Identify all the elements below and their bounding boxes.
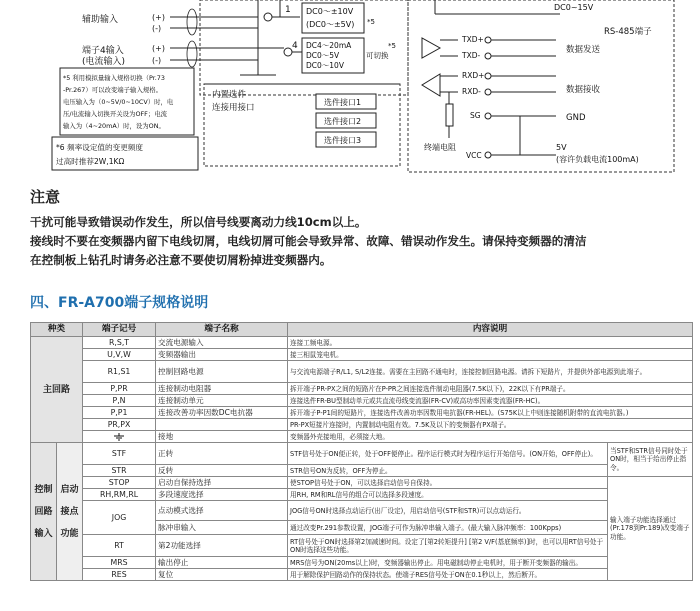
row-symbol: RH,RM,RL xyxy=(83,489,156,501)
option-port-2-label: 选件接口2 xyxy=(324,117,362,126)
terminator-resistor-icon xyxy=(446,104,453,126)
section-title: 四、FR-A700端子规格说明 xyxy=(30,295,209,311)
gnd-label: GND xyxy=(566,113,586,123)
row-name: 多段速度选择 xyxy=(156,489,288,501)
row-symbol: STOP xyxy=(83,477,156,489)
recv-buffer-icon xyxy=(422,74,440,96)
ground-icon xyxy=(113,433,125,441)
row-desc: 拆开端子PR-PX之间的短路片在P-PR之间连接选件制动电阻器(7.5K以下)，22K以下有PR端子。 xyxy=(288,383,693,395)
row-symbol: P,PR xyxy=(83,383,156,395)
rxd-plus: RXD+ xyxy=(462,71,485,80)
send-label: 数据发送 xyxy=(566,45,601,55)
table-header-row xyxy=(31,323,693,337)
row-name: 启动自保持选择 xyxy=(156,477,288,489)
table-row xyxy=(31,569,693,581)
side-note-stf-str: 当STF和STR信号同时处于ON时，相当于给出停止指令。 xyxy=(608,443,693,477)
table-row xyxy=(31,465,693,477)
row-name: 输出停止 xyxy=(156,557,288,569)
row-symbol: P,P1 xyxy=(83,407,156,419)
notes-heading: 注意 xyxy=(30,188,61,206)
row-desc: PR-PX短接片连接时，内置制动电阻有效。7.5K及以下的变频器有PX端子。 xyxy=(288,419,693,431)
header-type: 种类 xyxy=(31,323,83,337)
side-note-function-select: 输入端子功能选择通过(Pr.178到Pr.189)改变端子功能。 xyxy=(608,477,693,581)
note6-line-2: 过高时推荐2W,1KΩ xyxy=(56,157,125,166)
row-symbol: U,V,W xyxy=(83,349,156,361)
switchable-label: 可切换 xyxy=(366,51,389,60)
send-buffer-icon xyxy=(422,38,440,58)
table-row xyxy=(31,407,693,419)
row-desc: STF信号处于ON便正转，处于OFF便停止。程序运行模式时为程序运行开始信号。(ON开始，OFF停止)。 xyxy=(288,443,608,465)
row-symbol: RT xyxy=(83,535,156,557)
row-symbol: R1,S1 xyxy=(83,361,156,383)
row-name: 连接制动单元 xyxy=(156,395,288,407)
table-row xyxy=(31,501,693,521)
row-name: 复位 xyxy=(156,569,288,581)
terminator-label: 终端电阻 xyxy=(424,143,456,152)
txd-minus: TXD- xyxy=(462,51,481,60)
row-symbol: MRS xyxy=(83,557,156,569)
row-desc: 用RH, RM和RL信号的组合可以选择多段速度。 xyxy=(288,489,608,501)
aux-minus: (-) xyxy=(152,24,162,33)
t4-range-5v: DC0～5V xyxy=(306,51,340,60)
table-row xyxy=(31,419,693,431)
row-name: 点动模式选择 xyxy=(156,501,288,521)
contact-function-group: 启动接点功能 xyxy=(57,443,83,581)
row-name: 变频器输出 xyxy=(156,349,288,361)
builtin-label-2: 连接用接口 xyxy=(212,103,255,113)
row-desc: STR信号ON为反转，OFF为停止。 xyxy=(288,465,608,477)
pin-4-label: 4 xyxy=(292,41,298,51)
header-desc: 内容说明 xyxy=(288,323,693,337)
table-row xyxy=(31,337,693,349)
row-desc: MRS信号为ON(20ms以上)时，变频器输出停止。用电磁制动停止电机时，用于断开变频器的输出。 xyxy=(288,557,608,569)
t4-range-10v: DC0～10V xyxy=(306,61,344,70)
row-symbol: JOG xyxy=(83,501,156,535)
row-symbol: RES xyxy=(83,569,156,581)
row-symbol: R,S,T xyxy=(83,337,156,349)
row-desc: 变频器外壳接地用，必须接大地。 xyxy=(288,431,693,443)
option-port-1-label: 选件接口1 xyxy=(324,98,362,107)
note5-line-4: 压/电流输入切换开关设为OFF；电流 xyxy=(63,110,168,118)
row-symbol-ground xyxy=(83,431,156,443)
row-name: 接地 xyxy=(156,431,288,443)
row-name: 正转 xyxy=(156,443,288,465)
note5-line-2: -Pr.267）可以改变端子输入规格。 xyxy=(63,86,163,94)
row-name: 连接改善功率因数DC电抗器 xyxy=(156,407,288,419)
note5-line-5: 输入为（4~20mA）时，设为ON。 xyxy=(63,122,165,130)
row-symbol: P,N xyxy=(83,395,156,407)
row-symbol: PR,PX xyxy=(83,419,156,431)
row-symbol: STR xyxy=(83,465,156,477)
table-row xyxy=(31,489,693,501)
note-line-2: 接线时不要在变频器内留下电线切屑，电线切屑可能会导致异常、故障、错误动作发生。请保持变频器的清洁 xyxy=(30,234,587,248)
row-name: 交流电源输入 xyxy=(156,337,288,349)
note6-line-1: *6 频率设定值的变更频度 xyxy=(56,143,143,152)
terminal-spec-table xyxy=(30,322,693,581)
recv-label: 数据接收 xyxy=(566,85,601,95)
wiring-diagram xyxy=(0,0,700,183)
row-desc: 连接选件FR-BU型制动单元或共直流母线变流器(FR-CV)或高功率因素变流器(FR-HC)。 xyxy=(288,395,693,407)
pin-1-label: 1 xyxy=(285,5,291,15)
row-desc: 用于解除保护回路动作的保持状态。使端子RES信号处于ON在0.1秒以上，然后断开。 xyxy=(288,569,608,581)
row-desc: 拆开端子P-P1间的短路片，连接选件改善功率因数用电抗器(FR-HEL)。(S75K以上中则连接随机附带的直流电抗器。) xyxy=(288,407,693,419)
vcc-label: VCC xyxy=(466,151,482,160)
vcc-value: 5V xyxy=(556,143,567,152)
builtin-label-1: 内置选件 xyxy=(212,90,247,100)
table-row xyxy=(31,431,693,443)
t4-range-ma: DC4～20mA xyxy=(306,41,352,50)
control-circuit-group: 控制回路输入 xyxy=(31,443,57,581)
note-mark-2: *5 xyxy=(388,42,396,50)
row-name: 第2功能选择 xyxy=(156,535,288,557)
terminal4-label: 端子4输入 xyxy=(82,46,124,56)
row-desc: RT信号处于ON时选择第2加减速时间。设定了[第2转矩提升] [第2 V/F(基底频率)]时，也可以用RT信号处于ON时选择这些功能。 xyxy=(288,535,608,557)
t4-plus: (+) xyxy=(152,44,165,53)
row-name xyxy=(156,419,288,431)
range-dc10: DC0～±10V xyxy=(306,7,354,16)
header-name: 端子名称 xyxy=(156,323,288,337)
main-circuit-group: 主回路 xyxy=(31,337,83,443)
table-row xyxy=(31,443,693,465)
table-row xyxy=(31,557,693,569)
table-row xyxy=(31,477,693,489)
rs485-label: RS-485端子 xyxy=(604,27,652,37)
header-symbol: 端子记号 xyxy=(83,323,156,337)
note5-line-1: *5 利用模拟量输入规格切换（Pr.73 xyxy=(63,74,165,82)
txd-plus: TXD+ xyxy=(462,35,484,44)
aux-input-label: 辅助输入 xyxy=(82,15,119,25)
t4-minus: (-) xyxy=(152,56,162,65)
top-right-value: DC0~15V xyxy=(554,3,594,12)
terminal4-sub: (电流输入) xyxy=(82,57,126,67)
note5-line-3: 电压输入为（0~5V/0~10CV）时，电 xyxy=(63,98,174,106)
row-name: 控制回路电源 xyxy=(156,361,288,383)
row-desc: 接三相鼠笼电机。 xyxy=(288,349,693,361)
aux-plus: (+) xyxy=(152,13,165,22)
row-name: 反转 xyxy=(156,465,288,477)
table-row xyxy=(31,349,693,361)
row-desc: 与交流电源端子R/L1, S/L2连接。需要在主回路不通电时，连接控制回路电源。请拆下短路片，并提供外部电源到此端子。 xyxy=(288,361,693,383)
option-port-3-label: 选件接口3 xyxy=(324,136,362,145)
table-row xyxy=(31,361,693,383)
row-name: 连接制动电阻器 xyxy=(156,383,288,395)
table-row xyxy=(31,535,693,557)
note-line-3: 在控制板上钻孔时请务必注意不要使切屑粉掉进变频器内。 xyxy=(30,253,332,267)
row-desc: 连接工频电源。 xyxy=(288,337,693,349)
row-desc: 通过改变Pr.291参数设置，JOG端子可作为脉冲串输入端子。(最大输入脉冲频率：100Kpps) xyxy=(288,521,608,535)
note-mark-1: *5 xyxy=(367,18,375,26)
table-row xyxy=(31,395,693,407)
note-line-1: 干扰可能导致错误动作发生，所以信号线要离动力线10cm以上。 xyxy=(30,215,367,229)
notes-section xyxy=(30,186,690,270)
table-row xyxy=(31,383,693,395)
row-desc: 使STOP信号处于ON，可以选择启动信号自保持。 xyxy=(288,477,608,489)
vcc-note: (容许负载电流100mA) xyxy=(556,155,639,164)
row-symbol: STF xyxy=(83,443,156,465)
row-desc: JOG信号ON时选择点动运行(出厂设定)，用启动信号(STF和STR)可以点动运行。 xyxy=(288,501,608,521)
rxd-minus: RXD- xyxy=(462,87,481,96)
range-dc5: (DC0～±5V) xyxy=(306,20,355,29)
row-name: 脉冲串输入 xyxy=(156,521,288,535)
sg-label: SG xyxy=(470,111,481,120)
